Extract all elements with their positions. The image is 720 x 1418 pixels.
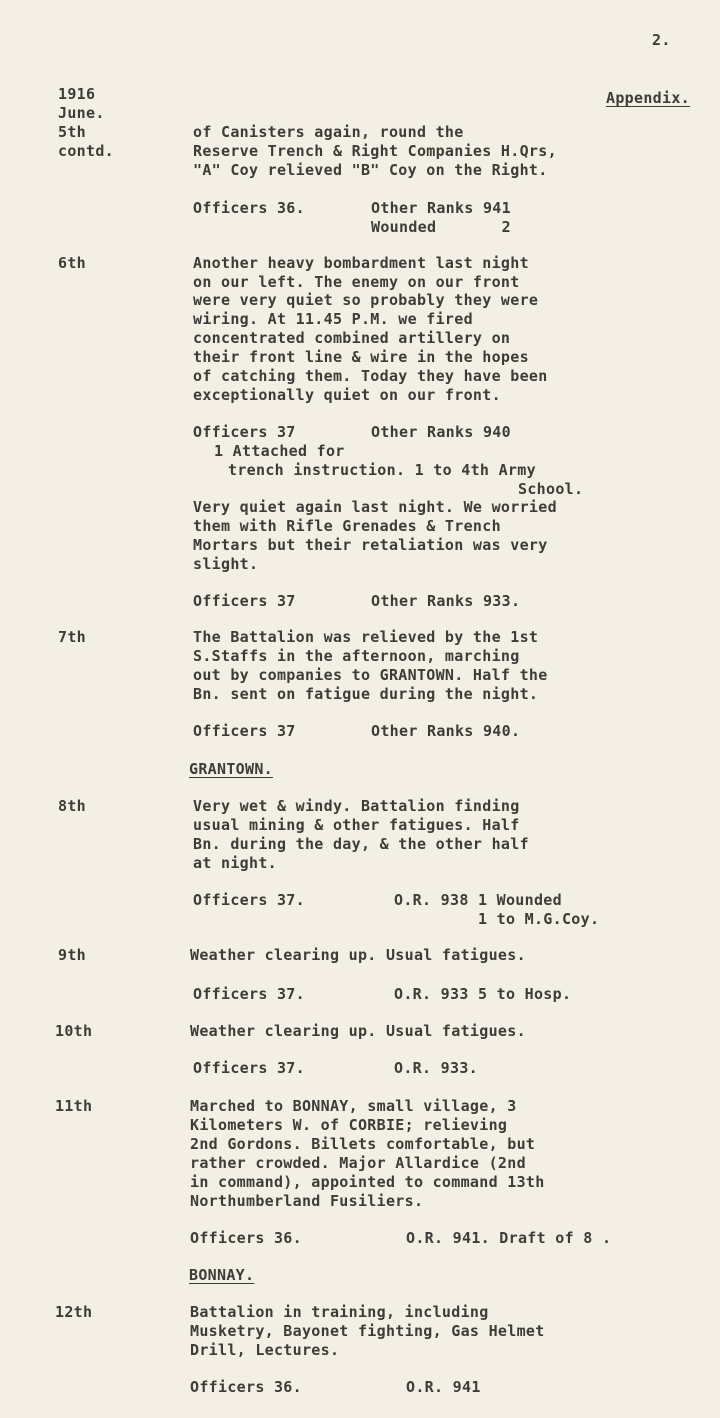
- entry-8-line-4: at night.: [193, 854, 277, 872]
- entry-11-line-5: in command), appointed to command 13th: [190, 1173, 545, 1191]
- entry-12-line-1: Battalion in training, including: [190, 1303, 489, 1321]
- entry-7-officers: Officers 37: [193, 722, 296, 740]
- entry-6-officers: Officers 37: [193, 423, 296, 441]
- entry-12-officers: Officers 36.: [190, 1378, 302, 1396]
- margin-month: June.: [58, 104, 105, 122]
- entry-8-or-line-2: 1 to M.G.Coy.: [394, 910, 600, 928]
- entry-6-line-4: wiring. At 11.45 P.M. we fired: [193, 310, 473, 328]
- entry-6-line-2: on our left. The enemy on our front: [193, 273, 520, 291]
- entry-6-attached-3: School.: [518, 480, 584, 498]
- entry-6-attached-2: trench instruction. 1 to 4th Army: [228, 461, 536, 479]
- entry-6b-other-ranks: Other Ranks 933.: [371, 592, 521, 610]
- margin-day-8: 8th: [58, 797, 86, 815]
- entry-5-wounded: Wounded 2: [371, 218, 511, 236]
- entry-8-line-3: Bn. during the day, & the other half: [193, 835, 529, 853]
- entry-8-officers: Officers 37.: [193, 891, 305, 909]
- entry-6b-officers: Officers 37: [193, 592, 296, 610]
- entry-6-line-1: Another heavy bombardment last night: [193, 254, 529, 272]
- entry-11-line-3: 2nd Gordons. Billets comfortable, but: [190, 1135, 536, 1153]
- margin-day-7: 7th: [58, 628, 86, 646]
- entry-12-other-ranks: O.R. 941: [406, 1378, 481, 1396]
- entry-7-line-3: out by companies to GRANTOWN. Half the: [193, 666, 548, 684]
- entry-11-line-6: Northumberland Fusiliers.: [190, 1192, 424, 1210]
- entry-11-officers: Officers 36.: [190, 1229, 302, 1247]
- entry-6-line-6: their front line & wire in the hopes: [193, 348, 529, 366]
- entry-7-other-ranks: Other Ranks 940.: [371, 722, 521, 740]
- entry-5-other-ranks: Other Ranks 941: [371, 199, 511, 217]
- margin-day-10: 10th: [55, 1022, 93, 1040]
- page-number: 2.: [652, 31, 671, 49]
- entry-11-line-1: Marched to BONNAY, small village, 3: [190, 1097, 517, 1115]
- margin-contd: contd.: [58, 142, 114, 160]
- margin-day-12: 12th: [55, 1303, 93, 1321]
- entry-9-officers: Officers 37.: [193, 985, 305, 1003]
- entry-5-line-1: of Canisters again, round the: [193, 123, 464, 141]
- entry-12-line-3: Drill, Lectures.: [190, 1341, 340, 1359]
- entry-9-other-ranks: O.R. 933 5 to Hosp.: [394, 985, 572, 1003]
- entry-9-text: Weather clearing up. Usual fatigues.: [190, 946, 526, 964]
- appendix-label: Appendix.: [606, 89, 690, 107]
- entry-7-line-4: Bn. sent on fatigue during the night.: [193, 685, 539, 703]
- entry-6-other-ranks: Other Ranks 940: [371, 423, 511, 441]
- entry-6-line-5: concentrated combined artillery on: [193, 329, 511, 347]
- entry-8-line-2: usual mining & other fatigues. Half: [193, 816, 520, 834]
- entry-7-line-2: S.Staffs in the afternoon, marching: [193, 647, 520, 665]
- entry-6b-line-2: them with Rifle Grenades & Trench: [193, 517, 501, 535]
- entry-6b-line-4: slight.: [193, 555, 259, 573]
- entry-7-line-1: The Battalion was relieved by the 1st: [193, 628, 539, 646]
- entry-6b-line-1: Very quiet again last night. We worried: [193, 498, 557, 516]
- entry-6-line-7: of catching them. Today they have been: [193, 367, 548, 385]
- entry-11-other-ranks: O.R. 941. Draft of 8 .: [406, 1229, 612, 1247]
- margin-day-5: 5th: [58, 123, 86, 141]
- entry-8-line-1: Very wet & windy. Battalion finding: [193, 797, 520, 815]
- entry-10-officers: Officers 37.: [193, 1059, 305, 1077]
- margin-day-11: 11th: [55, 1097, 93, 1115]
- entry-5-officers: Officers 36.: [193, 199, 305, 217]
- entry-5-line-2: Reserve Trench & Right Companies H.Qrs,: [193, 142, 557, 160]
- entry-5-line-3: "A" Coy relieved "B" Coy on the Right.: [193, 161, 548, 179]
- heading-grantown: GRANTOWN.: [189, 760, 273, 778]
- entry-6-attached-1: 1 Attached for: [214, 442, 345, 460]
- entry-8-or-line-1: O.R. 938 1 Wounded: [394, 891, 562, 909]
- entry-11-line-2: Kilometers W. of CORBIE; relieving: [190, 1116, 508, 1134]
- margin-day-9: 9th: [58, 946, 86, 964]
- margin-day-6: 6th: [58, 254, 86, 272]
- entry-10-text: Weather clearing up. Usual fatigues.: [190, 1022, 526, 1040]
- entry-12-line-2: Musketry, Bayonet fighting, Gas Helmet: [190, 1322, 545, 1340]
- entry-6b-line-3: Mortars but their retaliation was very: [193, 536, 548, 554]
- entry-6-line-8: exceptionally quiet on our front.: [193, 386, 501, 404]
- entry-10-other-ranks: O.R. 933.: [394, 1059, 478, 1077]
- entry-6-line-3: were very quiet so probably they were: [193, 291, 539, 309]
- heading-bonnay: BONNAY.: [189, 1266, 255, 1284]
- margin-year: 1916: [58, 85, 96, 103]
- entry-11-line-4: rather crowded. Major Allardice (2nd: [190, 1154, 526, 1172]
